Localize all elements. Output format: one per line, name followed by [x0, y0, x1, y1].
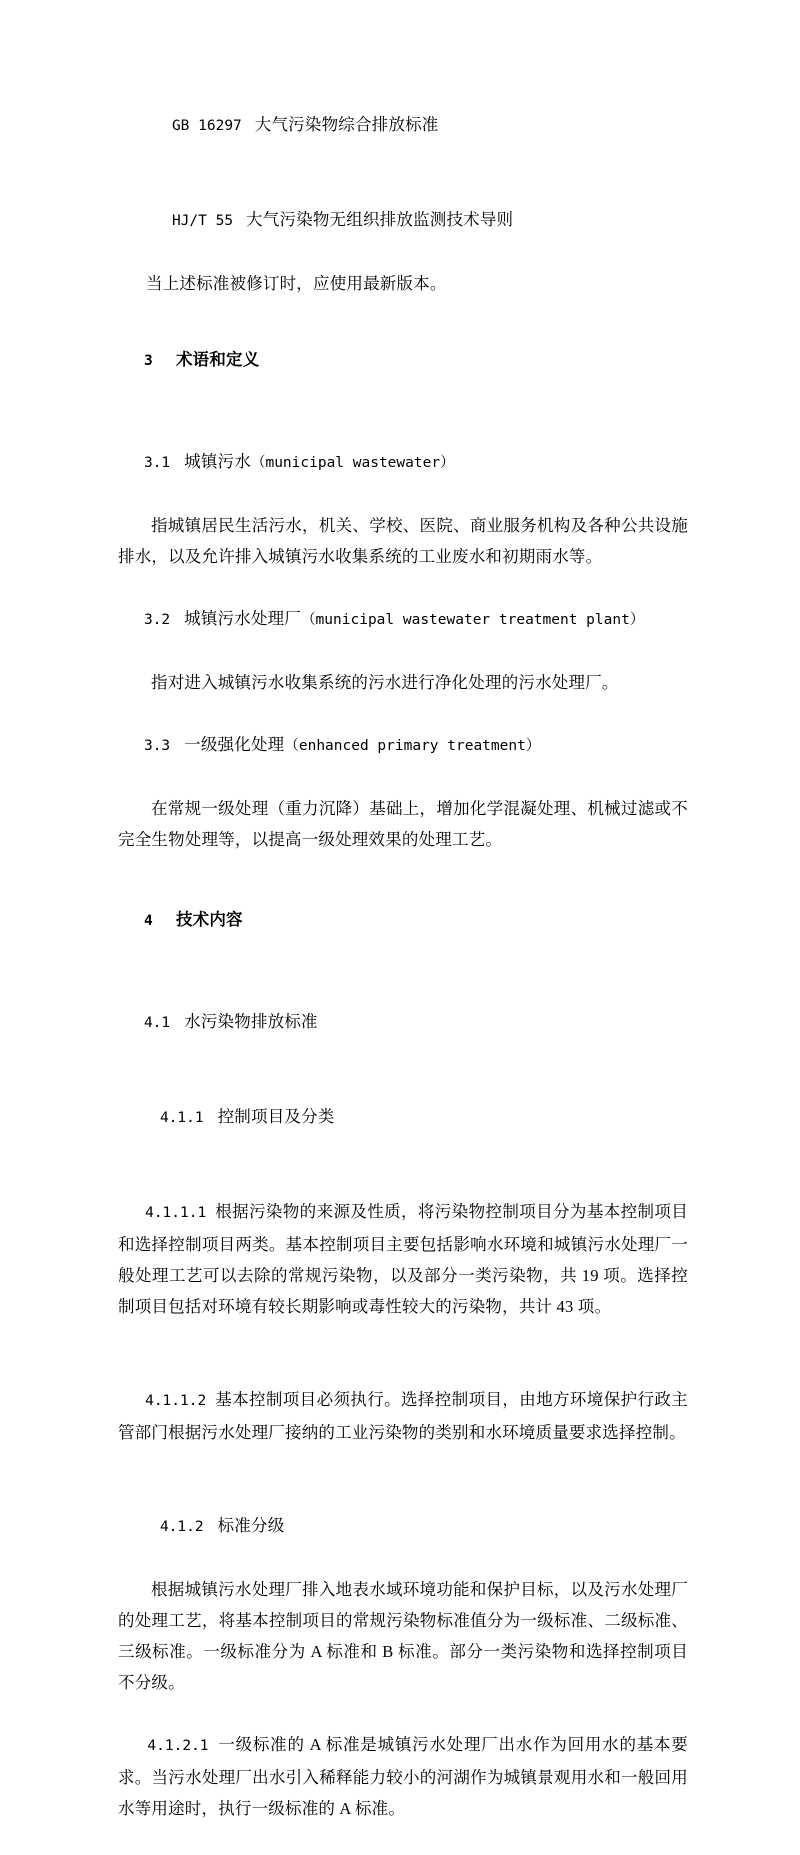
subsection-heading-4-1: [118, 975, 688, 1070]
section-heading-4: [118, 873, 688, 968]
subsection-number-3-3: 3.3: [143, 738, 171, 754]
paragraph-4-1-1-2: [118, 1353, 688, 1479]
subsection-title-3-2: 城镇污水处理厂: [184, 609, 302, 628]
paragraph-text-4-1-2-1: 一级标准的 A 标准是城镇污水处理厂出水作为回用水的基本要求。当污水处理厂出水引入稀释能力较小的河湖作为城镇景观用水和一般回用水等用途时，执行一级标准的 A 标准。: [118, 1735, 688, 1818]
reference-code-2: HJ/T 55: [171, 213, 234, 229]
subsection-number-4-1-2: 4.1.2: [159, 1519, 204, 1535]
subsection-title-en-3-1: （municipal wastewater）: [250, 455, 455, 471]
paragraph-number-4-1-1-1: 4.1.1.1: [145, 1205, 207, 1221]
paragraph-4-1-2-intro: 根据城镇污水处理厂排入地表水域环境功能和保护目标，以及污水处理厂的处理工艺，将基本控制项目的常规污染物标准值分为一级标准、二级标准、三级标准。一级标准分为 A 标准和 B 标准。部分一类污染物和选择控制项目不分级。: [118, 1580, 688, 1692]
subsection-title-4-1-2: 标准分级: [217, 1516, 285, 1535]
reference-title-1: 大气污染物综合排放标准: [254, 115, 439, 134]
paragraph-4-1-1-1: [118, 1165, 688, 1353]
normative-reference-2: [118, 173, 688, 268]
subsection-number-4-1: 4.1: [143, 1015, 171, 1031]
subsection-number-4-1-1: 4.1.1: [159, 1110, 204, 1126]
subsection-heading-3-3: [118, 698, 688, 793]
normative-reference-1: [118, 78, 688, 173]
paragraph-number-4-1-2-1: 4.1.2.1: [147, 1738, 209, 1754]
reference-code-1: GB 16297: [171, 118, 242, 134]
section-title-3: 术语和定义: [175, 350, 260, 369]
subsection-number-3-2: 3.2: [143, 612, 171, 628]
subsection-heading-3-2: [118, 572, 688, 667]
subsection-title-3-1: 城镇污水: [184, 452, 251, 471]
paragraph-4-1-2-1: [118, 1698, 688, 1855]
subsection-body-3-1: 指城镇居民生活污水，机关、学校、医院、商业服务机构及各种公共设施排水，以及允许排入城镇污水收集系统的工业废水和初期雨水等。: [118, 516, 688, 566]
section-heading-3: [118, 313, 688, 408]
subsection-body-3-2: 指对进入城镇污水收集系统的污水进行净化处理的污水处理厂。: [151, 673, 619, 692]
subsection-title-4-1-1: 控制项目及分类: [217, 1107, 335, 1126]
paragraph-text-4-1-1-2: 基本控制项目必须执行。选择控制项目，由地方环境保护行政主管部门根据污水处理厂接纳的工业污染物的类别和水环境质量要求选择控制。: [118, 1390, 688, 1442]
subsection-title-4-1: 水污染物排放标准: [184, 1012, 318, 1031]
subsection-body-3-3: 在常规一级处理（重力沉降）基础上，增加化学混凝处理、机械过滤或不完全生物处理等，以提高一级处理效果的处理工艺。: [118, 799, 688, 849]
subsection-heading-4-1-2: [118, 1479, 688, 1574]
section-title-4: 技术内容: [175, 910, 243, 929]
subsection-title-en-3-2: （municipal wastewater treatment plant）: [301, 612, 645, 628]
paragraph-text-4-1-1-1: 根据污染物的来源及性质，将污染物控制项目分为基本控制项目和选择控制项目两类。基本控制项目主要包括影响水环境和城镇污水处理厂一般处理工艺可以去除的常规污染物，以及部分一类污染物，共 19 项。选择控制项目包括对环境有较长期影响或毒性较大的污染物，共计 43 项。: [118, 1202, 688, 1316]
subsection-title-en-3-3: （enhanced primary treatment）: [284, 738, 541, 754]
reference-title-2: 大气污染物无组织排放监测技术导则: [246, 210, 514, 229]
subsection-heading-3-1: [118, 415, 688, 510]
page-content: [118, 78, 688, 1855]
section-number-3: 3: [143, 353, 153, 369]
references-note: 当上述标准被修订时，应使用最新版本。: [146, 274, 447, 293]
subsection-heading-4-1-1: [118, 1070, 688, 1165]
subsection-number-3-1: 3.1: [143, 455, 171, 471]
section-number-4: 4: [143, 913, 153, 929]
subsection-title-3-3: 一级强化处理: [184, 735, 285, 754]
paragraph-number-4-1-1-2: 4.1.1.2: [145, 1393, 207, 1409]
